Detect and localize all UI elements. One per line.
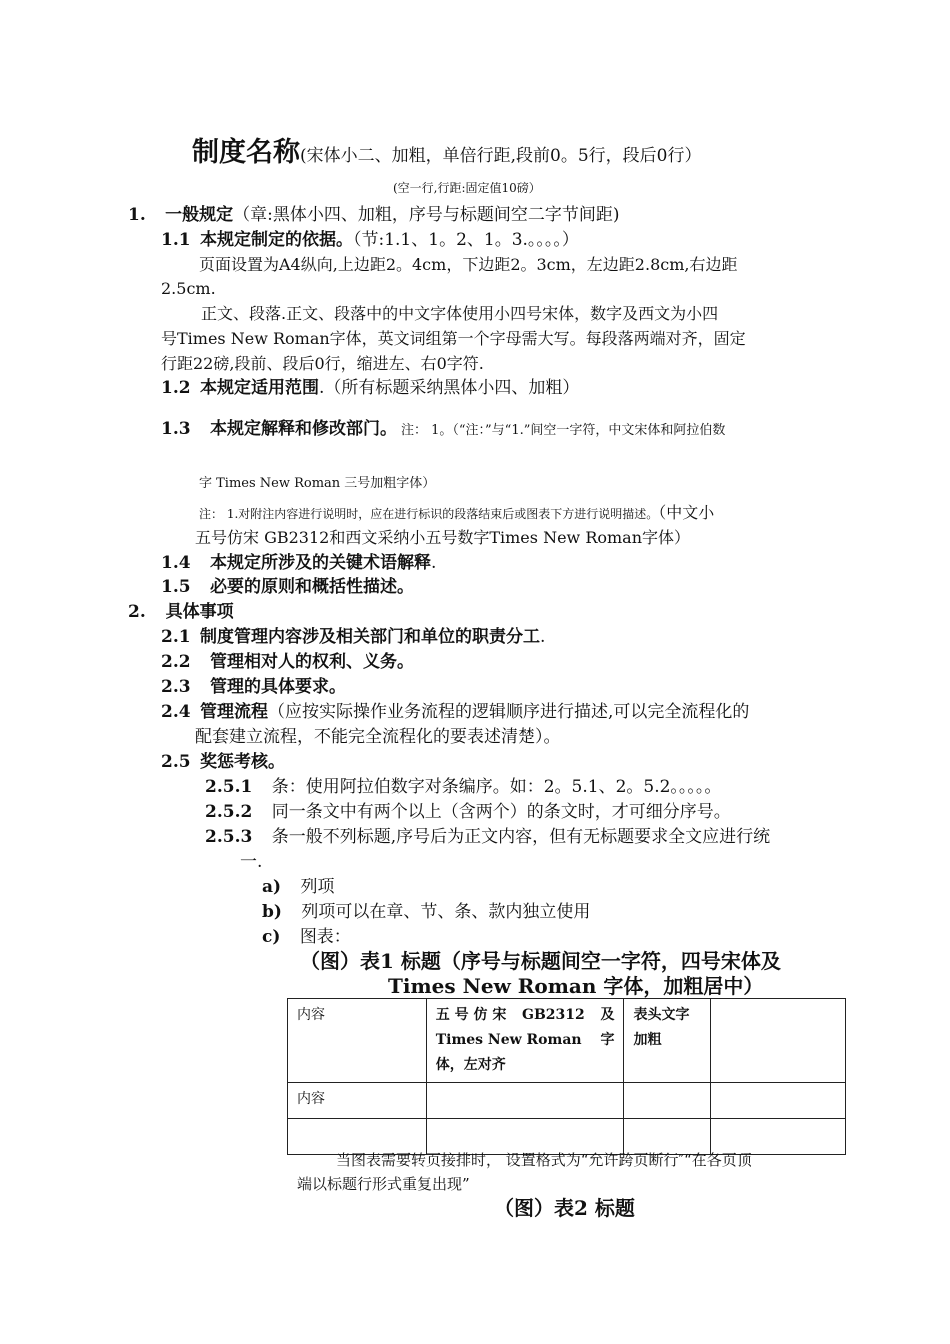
section-1-2-note: .（所有标题采纳黑体小四、加粗） bbox=[318, 378, 580, 398]
section-1-4-number: 1.4 bbox=[161, 553, 191, 573]
list-item-a-text: 列项 bbox=[300, 877, 335, 897]
section-2-4-heading: 管理流程 bbox=[199, 702, 268, 722]
section-2-1 bbox=[161, 624, 545, 650]
chapter-1-heading: 一般规定 bbox=[165, 205, 234, 225]
chapter-1 bbox=[128, 202, 620, 228]
cell-text: Times New Roman bbox=[435, 1032, 582, 1048]
chapter-1-number: 1. bbox=[128, 205, 146, 225]
cell-line bbox=[436, 1028, 615, 1053]
table-cell bbox=[711, 1083, 846, 1119]
section-1-2-number: 1.2 bbox=[161, 378, 191, 398]
cell-text: 内容 bbox=[297, 1007, 325, 1023]
cell-line bbox=[436, 1003, 615, 1028]
remark-line-2: 五号仿宋 GB2312和西文采纳小五号数字Times New Roman字体） bbox=[195, 528, 691, 547]
section-1-2 bbox=[161, 375, 579, 401]
table-cell bbox=[288, 1083, 427, 1119]
paragraph-2-line-1: 正文、段落.正文、段落中的中文字体使用小四号宋体，数字及西文为小四 bbox=[201, 304, 719, 323]
section-2-3-number: 2.3 bbox=[161, 677, 191, 697]
table-cell bbox=[711, 999, 846, 1083]
list-item-b-mark: b) bbox=[262, 902, 282, 922]
clause-2-5-3 bbox=[205, 824, 770, 850]
section-2-2-heading: 管理相对人的权利、义务。 bbox=[209, 652, 414, 672]
table-note-line-1: 当图表需要转页接排时， 设置格式为“允许跨页断行″“在各页顶 bbox=[336, 1151, 752, 1169]
cell-text: 表头文字 bbox=[633, 1007, 690, 1023]
cell-text: 及 bbox=[600, 1007, 615, 1023]
title-main: 制度名称 bbox=[192, 137, 300, 168]
section-1-3-number: 1.3 bbox=[161, 419, 191, 439]
clause-2-5-1 bbox=[205, 774, 721, 800]
clause-2-5-3-text-line-2: 一. bbox=[240, 852, 263, 872]
cell-text: 内容 bbox=[297, 1091, 325, 1107]
table-cell bbox=[624, 1083, 711, 1119]
clause-2-5-3-text: 条一般不列标题,序号后为正文内容，但有无标题要求全文应进行统 bbox=[271, 827, 771, 847]
section-1-1 bbox=[161, 227, 579, 253]
section-2-4 bbox=[161, 699, 749, 725]
cell-text: 体，左对齐 bbox=[435, 1057, 506, 1073]
list-item-c bbox=[262, 924, 351, 950]
section-1-3-note: 注： 1。（“注：”与“1.”间空一字符，中文宋体和阿拉伯数 bbox=[400, 423, 726, 438]
clause-2-5-1-number: 2.5.1 bbox=[205, 777, 253, 797]
clause-2-5-2 bbox=[205, 799, 731, 825]
section-2-1-tail: . bbox=[539, 627, 546, 647]
table-cell bbox=[288, 999, 427, 1083]
section-2-3 bbox=[161, 674, 346, 700]
title-spacing-note: (空一行,行距:固定值10磅） bbox=[393, 181, 541, 195]
table-cell bbox=[624, 999, 711, 1083]
section-1-1-number: 1.1 bbox=[161, 230, 191, 250]
paragraph-2-line-3: 行距22磅,段前、段后0行，缩进左、右0字符. bbox=[161, 354, 484, 373]
title-format-note: (宋体小二、加粗，单倍行距,段前0。5行，段后0行） bbox=[300, 146, 702, 166]
section-1-3-note-line-2: 字 Times New Roman 三号加粗字体） bbox=[199, 476, 436, 491]
section-2-5-heading: 奖惩考核。 bbox=[199, 752, 285, 772]
section-2-1-number: 2.1 bbox=[161, 627, 191, 647]
section-2-5-number: 2.5 bbox=[161, 752, 191, 772]
paragraph-1-line-1: 页面设置为A4纵向,上边距2。4cm，下边距2。3cm，左边距2.8cm,右边距 bbox=[199, 255, 738, 274]
remark-line-1 bbox=[199, 501, 714, 526]
table-cell bbox=[426, 1083, 624, 1119]
table-1-caption-line-2: Times New Roman 字体，加粗居中） bbox=[388, 974, 764, 998]
section-1-3 bbox=[161, 416, 725, 444]
section-1-4 bbox=[161, 550, 436, 576]
table-cell bbox=[426, 999, 624, 1083]
list-item-a-mark: a) bbox=[262, 877, 282, 897]
clause-2-5-2-text: 同一条文中有两个以上（含两个）的条文时，才可细分序号。 bbox=[271, 802, 731, 822]
list-item-b-text: 列项可以在章、节、条、款内独立使用 bbox=[301, 902, 591, 922]
section-2-2-number: 2.2 bbox=[161, 652, 191, 672]
section-1-5-number: 1.5 bbox=[161, 577, 191, 597]
remark-small-text: 注： 1.对附注内容进行说明时，应在进行标识的段落结束后或图表下方进行说明描述。 bbox=[199, 507, 659, 521]
remark-big-text: （中文小 bbox=[658, 503, 715, 522]
table-row bbox=[288, 999, 846, 1083]
table-note-line-2: 端以标题行形式重复出现” bbox=[297, 1175, 470, 1193]
section-1-1-heading: 本规定制定的依据。 bbox=[199, 230, 353, 250]
section-2-5 bbox=[161, 749, 285, 775]
paragraph-2-line-2: 号Times New Roman字体，英文词组第一个字母需大写。每段落两端对齐，固定 bbox=[161, 329, 746, 348]
section-2-2 bbox=[161, 649, 414, 675]
section-2-3-heading: 管理的具体要求。 bbox=[209, 677, 346, 697]
paragraph-1-line-2: 2.5cm. bbox=[161, 279, 216, 298]
list-item-c-mark: c) bbox=[262, 927, 281, 947]
clause-2-5-2-number: 2.5.2 bbox=[205, 802, 253, 822]
section-1-5 bbox=[161, 574, 414, 600]
section-1-4-tail: . bbox=[430, 553, 437, 573]
chapter-2 bbox=[128, 599, 234, 625]
table-2-caption: （图）表2 标题 bbox=[494, 1196, 635, 1220]
chapter-2-number: 2. bbox=[128, 602, 146, 622]
cell-text: 五 号 仿 宋 bbox=[435, 1007, 507, 1023]
list-item-b bbox=[262, 899, 590, 925]
table-1 bbox=[287, 998, 846, 1155]
table-row bbox=[288, 1083, 846, 1119]
list-item-c-text: 图表： bbox=[299, 927, 351, 947]
section-2-4-number: 2.4 bbox=[161, 702, 191, 722]
chapter-2-heading: 具体事项 bbox=[165, 602, 234, 622]
section-2-4-note-line-2: 配套建立流程，不能完全流程化的要表述清楚）。 bbox=[195, 727, 561, 747]
section-2-4-note: （应按实际操作业务流程的逻辑顺序进行描述,可以完全流程化的 bbox=[267, 702, 750, 722]
clause-2-5-1-text: 条：使用阿拉伯数字对条编序。如：2。5.1、2。5.2。。。。。 bbox=[271, 777, 722, 797]
chapter-1-note: （章:黑体小四、加粗，序号与标题间空二字节间距) bbox=[233, 205, 620, 225]
section-1-2-heading: 本规定适用范围 bbox=[199, 378, 319, 398]
section-1-1-note: （节:1.1、1。2、1。3.。。。。） bbox=[352, 230, 579, 250]
cell-text: 加粗 bbox=[633, 1032, 662, 1048]
document-title bbox=[192, 134, 701, 175]
list-item-a bbox=[262, 874, 334, 900]
section-1-5-heading: 必要的原则和概括性描述。 bbox=[209, 577, 414, 597]
cell-text: 字 bbox=[600, 1032, 615, 1048]
section-2-1-heading: 制度管理内容涉及相关部门和单位的职责分工 bbox=[199, 627, 540, 647]
section-1-4-heading: 本规定所涉及的关键术语解释 bbox=[209, 553, 431, 573]
section-1-3-heading: 本规定解释和修改部门。 bbox=[209, 419, 397, 439]
table-1-caption-line-1: （图）表1 标题（序号与标题间空一字符，四号宋体及 bbox=[300, 949, 781, 973]
cell-text: GB2312 bbox=[522, 1007, 585, 1023]
clause-2-5-3-number: 2.5.3 bbox=[205, 827, 253, 847]
